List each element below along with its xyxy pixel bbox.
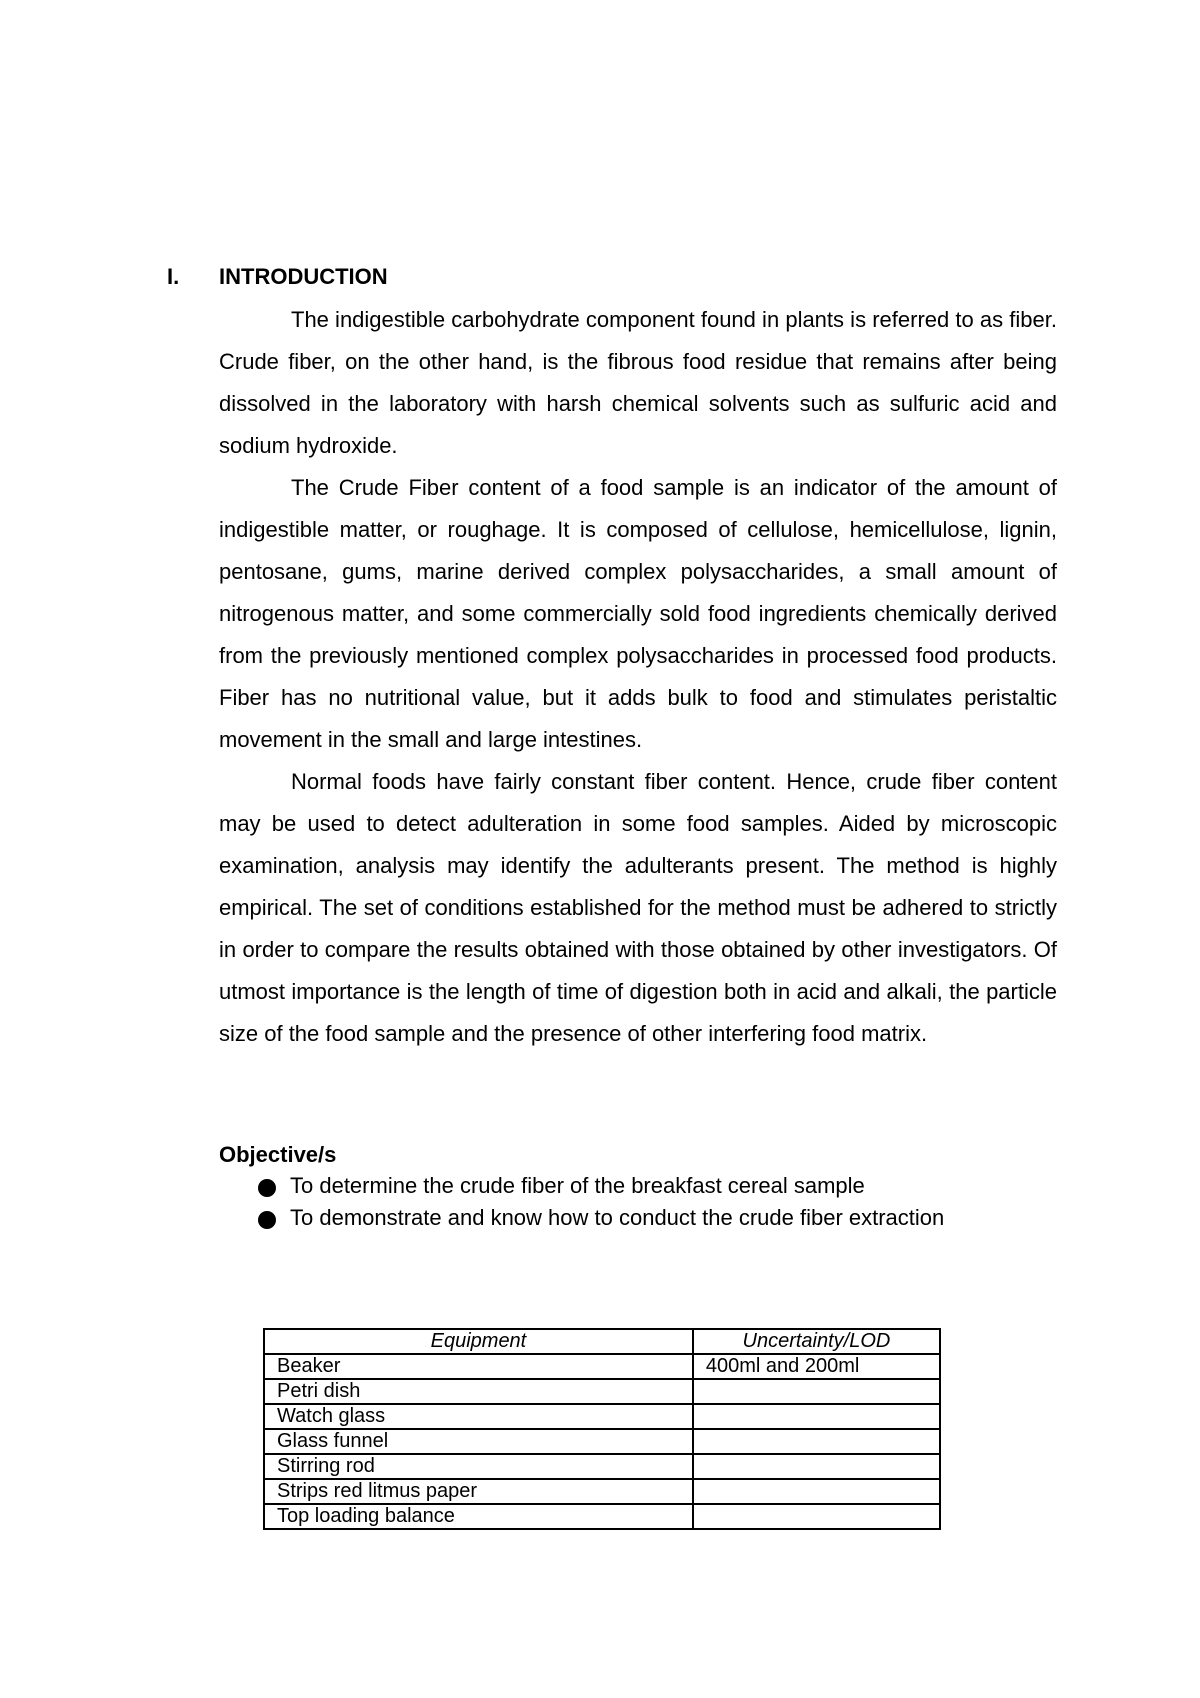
equipment-cell: Watch glass xyxy=(264,1404,693,1429)
equipment-cell: Petri dish xyxy=(264,1379,693,1404)
uncertainty-cell xyxy=(693,1504,940,1529)
list-item xyxy=(219,1170,1119,1202)
objectives-title: Objective/s xyxy=(219,1142,337,1167)
equipment-table xyxy=(263,1328,941,1530)
equipment-cell: Glass funnel xyxy=(264,1429,693,1454)
list-item xyxy=(219,1202,1119,1234)
uncertainty-cell xyxy=(693,1479,940,1504)
table-row xyxy=(264,1479,940,1504)
uncertainty-cell xyxy=(693,1404,940,1429)
section-number: I. xyxy=(167,264,180,289)
equipment-cell: Strips red litmus paper xyxy=(264,1479,693,1504)
section-title: INTRODUCTION xyxy=(219,264,388,289)
paragraph: Normal foods have fairly constant fiber content. Hence, crude fiber content may be used to detect adulteration in some food samples. Aided by microscopic examination, analysis may identify the adulterants present. The method is highly empirical. The set of conditions established for the method must be adhered to strictly in order to compare the results obtained with those obtained by other investigators. Of utmost importance is the length of time of digestion both in acid and alkali, the particle size of the food sample and the presence of other interfering food matrix. xyxy=(219,769,1057,1046)
uncertainty-cell xyxy=(693,1429,940,1454)
objective-text: To determine the crude fiber of the breakfast cereal sample xyxy=(290,1173,865,1198)
equipment-cell: Beaker xyxy=(264,1354,693,1379)
table-row xyxy=(264,1504,940,1529)
uncertainty-cell: 400ml and 200ml xyxy=(693,1354,940,1379)
table-row xyxy=(264,1354,940,1379)
uncertainty-cell xyxy=(693,1454,940,1479)
objective-text: To demonstrate and know how to conduct the crude fiber extraction xyxy=(290,1205,945,1230)
equipment-cell: Stirring rod xyxy=(264,1454,693,1479)
objectives-list xyxy=(219,1170,1119,1234)
bullet-icon xyxy=(258,1211,276,1229)
table-row xyxy=(264,1404,940,1429)
bullet-icon xyxy=(258,1179,276,1197)
table-row xyxy=(264,1379,940,1404)
paragraph: The Crude Fiber content of a food sample is an indicator of the amount of indigestible matter, or roughage. It is composed of cellulose, hemicellulose, lignin, pentosane, gums, marine derived complex polysaccharides, a small amount of nitrogenous matter, and some commercially sold food ingredients chemically derived from the previously mentioned complex polysaccharides in processed food products. Fiber has no nutritional value, but it adds bulk to food and stimulates peristaltic movement in the small and large intestines. xyxy=(219,475,1057,752)
table-header-row xyxy=(264,1329,940,1354)
table-row xyxy=(264,1429,940,1454)
objectives-section xyxy=(219,1140,1119,1234)
header-equipment: Equipment xyxy=(264,1329,693,1354)
table-row xyxy=(264,1454,940,1479)
uncertainty-cell xyxy=(693,1379,940,1404)
section-heading xyxy=(167,262,388,292)
equipment-cell: Top loading balance xyxy=(264,1504,693,1529)
header-uncertainty: Uncertainty/LOD xyxy=(693,1329,940,1354)
introduction-body xyxy=(219,299,1057,1055)
paragraph: The indigestible carbohydrate component found in plants is referred to as fiber. Crude fiber, on the other hand, is the fibrous food residue that remains after being dissolved in the laboratory with harsh chemical solvents such as sulfuric acid and sodium hydroxide. xyxy=(219,307,1057,458)
